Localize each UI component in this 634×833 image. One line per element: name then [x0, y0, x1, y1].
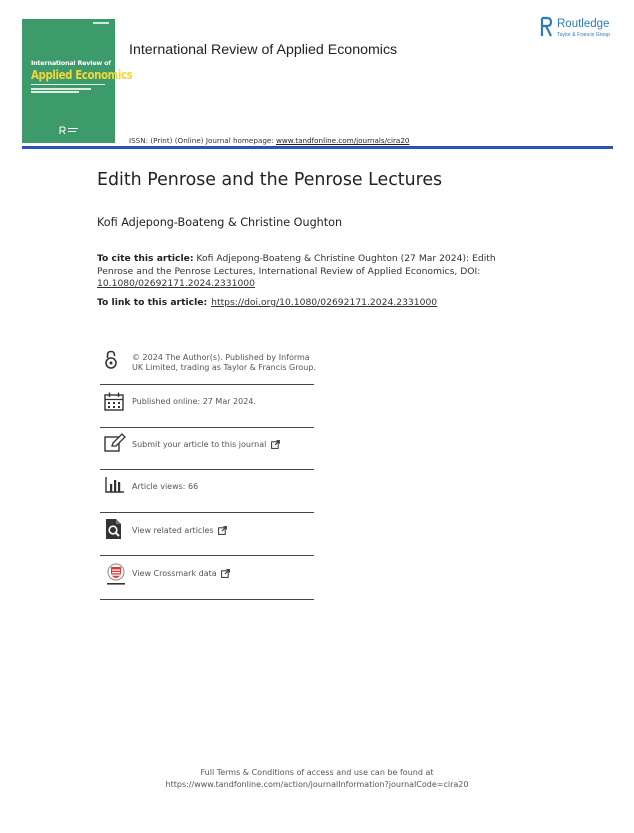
external-link-icon	[218, 526, 227, 535]
journal-cover	[22, 19, 133, 143]
bar-chart-icon	[105, 477, 125, 493]
related-articles-text: View related articles	[132, 526, 214, 535]
article-link-line	[97, 297, 437, 308]
footer	[0, 767, 634, 790]
article-authors: Kofi Adjepong-Boateng & Christine Oughton	[97, 216, 343, 229]
footer-terms-text: Full Terms & Conditions of access and use can be found at	[200, 768, 434, 777]
external-link-icon	[271, 440, 280, 449]
row-divider	[100, 599, 314, 600]
journal-title: International Review of Applied Economics	[129, 42, 398, 58]
external-link-icon	[221, 569, 230, 578]
journal-homepage-link[interactable]: www.tandfonline.com/journals/cira20	[276, 136, 410, 145]
cover-journal-line2: Applied Economics	[31, 67, 133, 82]
cover-rule	[31, 84, 105, 85]
article-title: Edith Penrose and the Penrose Lectures	[97, 170, 443, 190]
cover-journal-line1: International Review of	[31, 59, 111, 67]
info-row-published	[100, 386, 314, 428]
publisher-logo	[540, 17, 618, 43]
article-views-text: Article views: 66	[132, 482, 199, 491]
info-row-submit[interactable]	[100, 428, 314, 470]
info-row-views	[100, 470, 314, 513]
related-articles-link[interactable]	[132, 526, 227, 536]
submit-article-text: Submit your article to this journal	[132, 440, 267, 449]
info-row-license	[100, 348, 314, 386]
publisher-name: Routledge	[557, 18, 610, 30]
published-date-text: Published online: 27 Mar 2024.	[132, 397, 256, 406]
license-text: © 2024 The Author(s). Published by Informa UK Limited, trading as Taylor & Francis Group.	[132, 353, 316, 372]
publisher-tagline: Taylor & Francis Group	[557, 32, 611, 38]
calendar-icon	[104, 392, 124, 411]
search-document-icon	[105, 518, 123, 540]
cover-subtitle-bar	[31, 88, 91, 90]
cover-subtitle-bar-2	[31, 91, 79, 93]
edit-icon	[104, 433, 126, 453]
issn-line	[129, 136, 409, 145]
article-link-label: To link to this article:	[97, 297, 208, 308]
crossmark-text: View Crossmark data	[132, 569, 217, 578]
info-row-related[interactable]	[100, 513, 314, 556]
row-divider	[100, 384, 314, 385]
cover-publisher-logo-icon	[59, 126, 79, 135]
info-row-crossmark[interactable]	[100, 556, 314, 600]
crossmark-link[interactable]	[132, 569, 230, 579]
citation-doi-link[interactable]: 10.1080/02692171.2024.2331000	[97, 278, 255, 289]
open-access-icon	[104, 350, 118, 370]
submit-article-link[interactable]	[132, 440, 280, 450]
citation-label: To cite this article:	[97, 253, 194, 264]
issn-text: ISSN: (Print) (Online) Journal homepage:	[129, 136, 277, 145]
citation-block	[97, 253, 507, 291]
citation-text: Kofi Adjepong-Boateng & Christine Oughton (27 Mar 2024): Edith Penrose and the Penrose Lectures, International Review of Applied Economics, DOI:	[97, 253, 496, 277]
footer-terms-link[interactable]: https://www.tandfonline.com/action/journalInformation?journalCode=cira20	[165, 779, 469, 789]
crossmark-icon	[105, 563, 127, 587]
article-doi-link[interactable]: https://doi.org/10.1080/02692171.2024.2331000	[211, 297, 438, 308]
header-divider	[22, 147, 613, 149]
routledge-mark-icon	[540, 17, 553, 37]
cover-issue-mark	[93, 22, 109, 24]
